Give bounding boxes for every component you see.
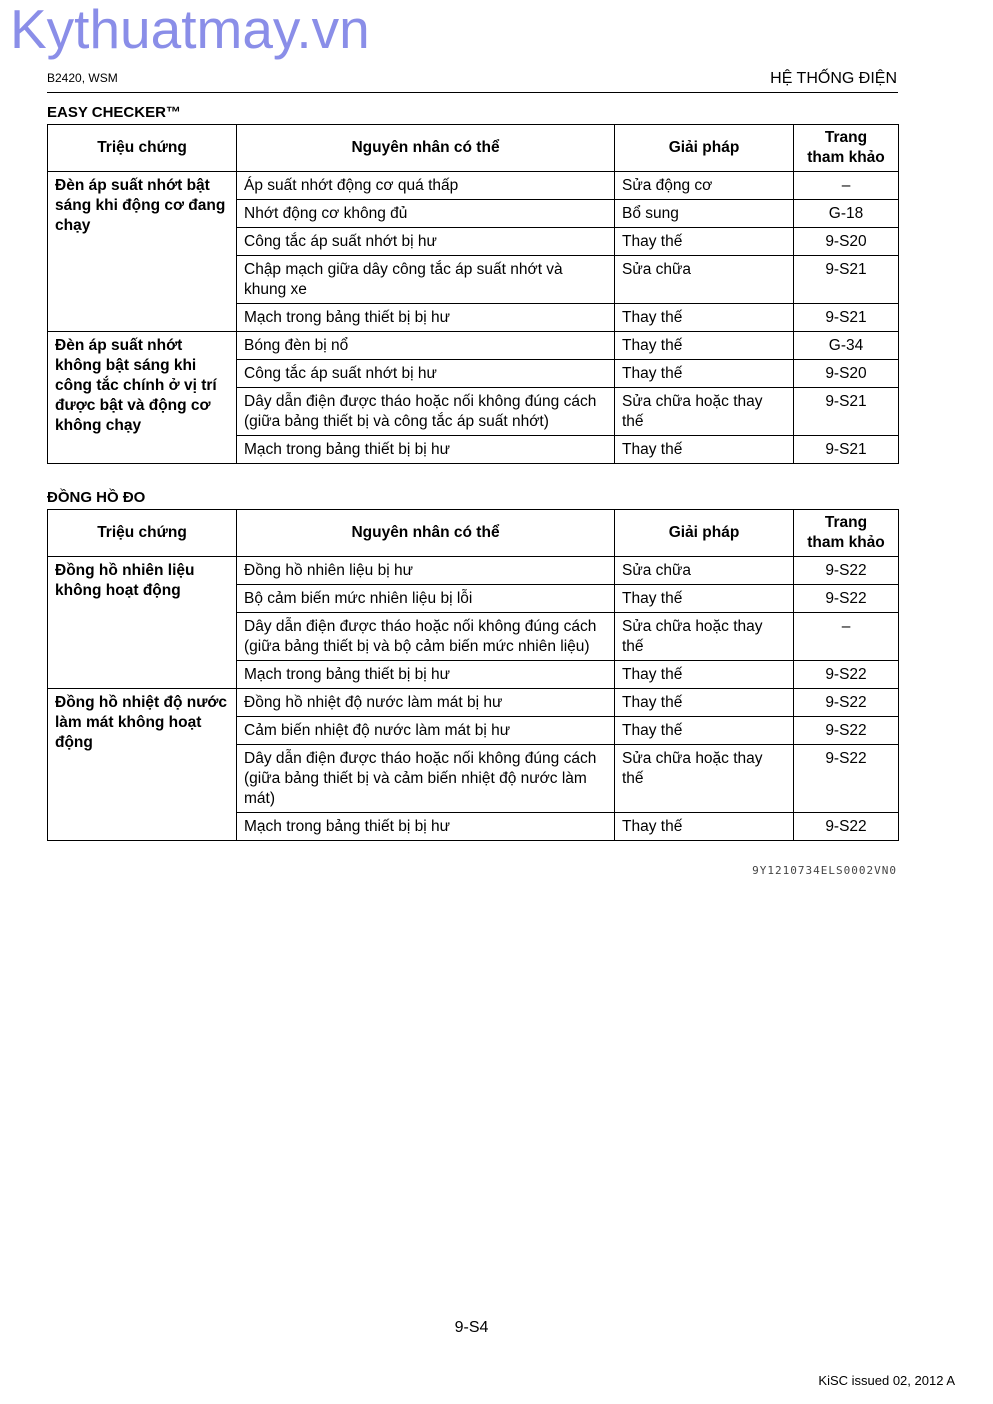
cause-cell: Đồng hồ nhiệt độ nước làm mát bị hư — [237, 689, 615, 717]
cause-cell: Bộ cảm biến mức nhiên liệu bị lỗi — [237, 585, 615, 613]
reference-cell: 9-S20 — [794, 228, 899, 256]
col-header-solution: Giải pháp — [615, 125, 794, 172]
document-id: 9Y1210734ELS0002VN0 — [752, 864, 897, 877]
reference-cell: 9-S22 — [794, 661, 899, 689]
col-header-symptom: Triệu chứng — [48, 510, 237, 557]
cause-cell: Công tắc áp suất nhớt bị hư — [237, 360, 615, 388]
reference-cell: 9-S22 — [794, 585, 899, 613]
cause-cell: Dây dẫn điện được tháo hoặc nối không đúng cách (giữa bảng thiết bị và công tắc áp suất nhớt) — [237, 388, 615, 436]
footer-issue: KiSC issued 02, 2012 A — [818, 1373, 955, 1388]
page-number: 9-S4 — [454, 1319, 489, 1336]
cause-cell: Mạch trong bảng thiết bị bị hư — [237, 304, 615, 332]
cause-cell: Bóng đèn bị nổ — [237, 332, 615, 360]
cause-cell: Dây dẫn điện được tháo hoặc nối không đúng cách (giữa bảng thiết bị và bộ cảm biến mức nhiên liệu) — [237, 613, 615, 661]
header-chapter-title: HỆ THỐNG ĐIỆN — [770, 70, 897, 87]
reference-cell: 9-S20 — [794, 360, 899, 388]
col-header-reference: Trang tham khảo — [794, 125, 899, 172]
section-title-gauges: ĐỒNG HỒ ĐO — [47, 489, 146, 506]
reference-cell: G-34 — [794, 332, 899, 360]
section-title-easy-checker: EASY CHECKER™ — [47, 104, 181, 121]
cause-cell: Mạch trong bảng thiết bị bị hư — [237, 436, 615, 464]
col-header-cause: Nguyên nhân có thể — [237, 125, 615, 172]
cause-cell: Áp suất nhớt động cơ quá thấp — [237, 172, 615, 200]
cause-cell: Công tắc áp suất nhớt bị hư — [237, 228, 615, 256]
symptom-cell: Đồng hồ nhiên liệu không hoạt động — [48, 557, 237, 689]
symptom-cell: Đèn áp suất nhớt không bật sáng khi công tắc chính ở vị trí được bật và động cơ không chạy — [48, 332, 237, 464]
solution-cell: Thay thế — [615, 304, 794, 332]
reference-cell: 9-S22 — [794, 557, 899, 585]
symptom-cell: Đồng hồ nhiệt độ nước làm mát không hoạt động — [48, 689, 237, 841]
reference-cell: 9-S22 — [794, 745, 899, 813]
col-header-symptom: Triệu chứng — [48, 125, 237, 172]
reference-cell: – — [794, 172, 899, 200]
reference-cell: – — [794, 613, 899, 661]
cause-cell: Mạch trong bảng thiết bị bị hư — [237, 661, 615, 689]
solution-cell: Sửa động cơ — [615, 172, 794, 200]
solution-cell: Thay thế — [615, 661, 794, 689]
solution-cell: Thay thế — [615, 360, 794, 388]
cause-cell: Nhớt động cơ không đủ — [237, 200, 615, 228]
table-header-row — [48, 125, 899, 172]
cause-cell: Đồng hồ nhiên liệu bị hư — [237, 557, 615, 585]
col-header-solution: Giải pháp — [615, 510, 794, 557]
watermark: Kythuatmay.vn — [10, 0, 370, 60]
reference-cell: 9-S21 — [794, 304, 899, 332]
header-rule — [47, 92, 898, 93]
solution-cell: Sửa chữa hoặc thay thế — [615, 613, 794, 661]
cause-cell: Dây dẫn điện được tháo hoặc nối không đúng cách (giữa bảng thiết bị và cảm biến nhiệt độ nước làm mát) — [237, 745, 615, 813]
reference-cell: 9-S21 — [794, 256, 899, 304]
table-row — [48, 172, 899, 200]
reference-cell: 9-S21 — [794, 388, 899, 436]
solution-cell: Thay thế — [615, 585, 794, 613]
cause-cell: Cảm biến nhiệt độ nước làm mát bị hư — [237, 717, 615, 745]
solution-cell: Thay thế — [615, 228, 794, 256]
header-model: B2420, WSM — [47, 71, 118, 85]
reference-cell: 9-S22 — [794, 813, 899, 841]
col-header-cause: Nguyên nhân có thể — [237, 510, 615, 557]
solution-cell: Sửa chữa hoặc thay thế — [615, 745, 794, 813]
table-row — [48, 557, 899, 585]
col-header-reference: Trang tham khảo — [794, 510, 899, 557]
reference-cell: 9-S22 — [794, 689, 899, 717]
solution-cell: Thay thế — [615, 717, 794, 745]
solution-cell: Sửa chữa — [615, 557, 794, 585]
solution-cell: Thay thế — [615, 813, 794, 841]
troubleshooting-table-easy-checker — [47, 124, 899, 464]
symptom-cell: Đèn áp suất nhớt bật sáng khi động cơ đang chạy — [48, 172, 237, 332]
cause-cell: Mạch trong bảng thiết bị bị hư — [237, 813, 615, 841]
table-header-row — [48, 510, 899, 557]
reference-cell: 9-S22 — [794, 717, 899, 745]
table-row — [48, 332, 899, 360]
solution-cell: Thay thế — [615, 689, 794, 717]
troubleshooting-table-gauges — [47, 509, 899, 841]
reference-cell: 9-S21 — [794, 436, 899, 464]
solution-cell: Bổ sung — [615, 200, 794, 228]
reference-cell: G-18 — [794, 200, 899, 228]
table-row — [48, 689, 899, 717]
solution-cell: Sửa chữa hoặc thay thế — [615, 388, 794, 436]
solution-cell: Thay thế — [615, 332, 794, 360]
solution-cell: Thay thế — [615, 436, 794, 464]
cause-cell: Chập mạch giữa dây công tắc áp suất nhớt và khung xe — [237, 256, 615, 304]
solution-cell: Sửa chữa — [615, 256, 794, 304]
